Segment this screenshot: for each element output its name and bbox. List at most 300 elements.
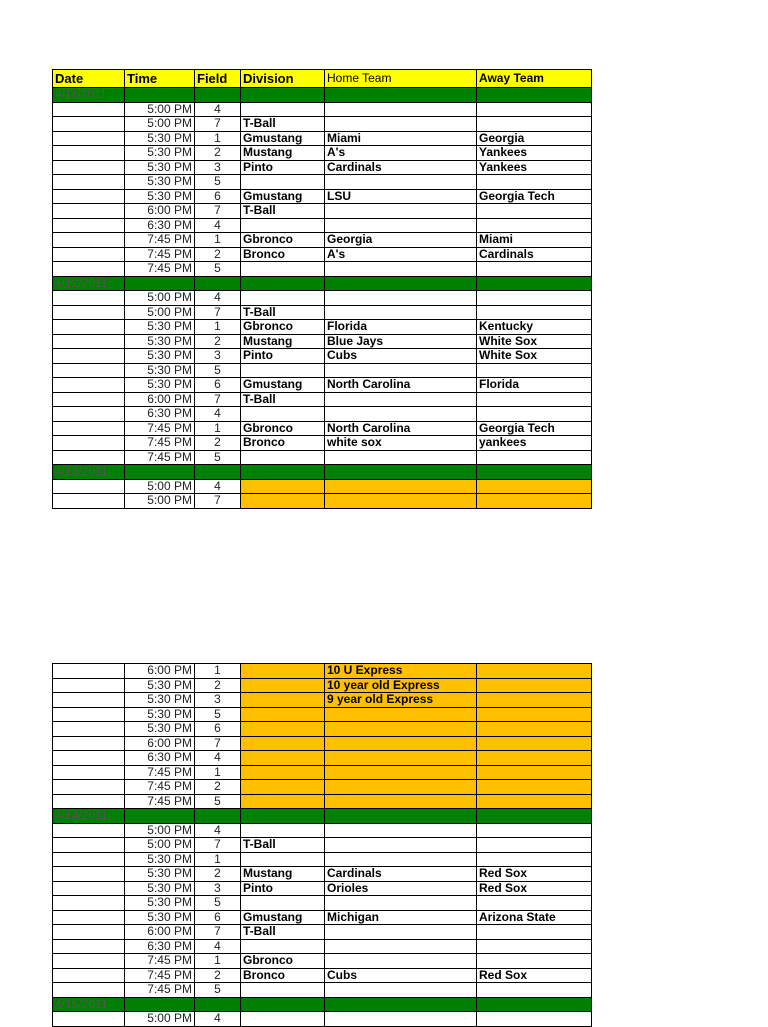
field-cell: 5	[195, 896, 241, 911]
field-cell: 1	[195, 233, 241, 248]
division-cell	[241, 939, 325, 954]
date-cell	[53, 204, 125, 219]
home-team-cell: Cardinals	[325, 160, 477, 175]
division-cell	[241, 678, 325, 693]
empty-cell	[195, 997, 241, 1012]
game-row	[53, 707, 592, 722]
game-row	[53, 436, 592, 451]
date-cell: 4/15/2011	[53, 997, 125, 1012]
game-row	[53, 678, 592, 693]
date-cell: 4/13/2011	[53, 465, 125, 480]
schedule-table-top	[52, 69, 592, 509]
field-cell: 5	[195, 175, 241, 190]
division-cell: Gmustang	[241, 910, 325, 925]
game-row	[53, 736, 592, 751]
home-team-cell: Michigan	[325, 910, 477, 925]
away-team-cell	[477, 204, 592, 219]
header-away-team: Away Team	[477, 70, 592, 88]
home-team-cell: North Carolina	[325, 378, 477, 393]
date-row	[53, 997, 592, 1012]
game-row	[53, 954, 592, 969]
home-team-cell	[325, 794, 477, 809]
away-team-cell	[477, 305, 592, 320]
time-cell: 5:30 PM	[125, 146, 195, 161]
time-cell: 6:30 PM	[125, 218, 195, 233]
game-row	[53, 334, 592, 349]
empty-cell	[125, 997, 195, 1012]
time-cell: 5:30 PM	[125, 363, 195, 378]
field-cell: 4	[195, 291, 241, 306]
time-cell: 7:45 PM	[125, 436, 195, 451]
home-team-cell	[325, 925, 477, 940]
game-row	[53, 247, 592, 262]
date-cell	[53, 896, 125, 911]
away-team-cell	[477, 102, 592, 117]
time-cell: 5:30 PM	[125, 334, 195, 349]
home-team-cell	[325, 102, 477, 117]
header-row	[53, 70, 592, 88]
division-cell: T-Ball	[241, 117, 325, 132]
home-team-cell: Cubs	[325, 968, 477, 983]
game-row	[53, 320, 592, 335]
division-cell	[241, 780, 325, 795]
date-cell	[53, 823, 125, 838]
date-cell	[53, 881, 125, 896]
division-cell: Pinto	[241, 160, 325, 175]
time-cell: 5:00 PM	[125, 117, 195, 132]
field-cell: 7	[195, 204, 241, 219]
date-cell	[53, 450, 125, 465]
time-cell: 5:00 PM	[125, 823, 195, 838]
time-cell: 7:45 PM	[125, 450, 195, 465]
home-team-cell	[325, 780, 477, 795]
home-team-cell	[325, 838, 477, 853]
time-cell: 5:00 PM	[125, 102, 195, 117]
time-cell: 5:00 PM	[125, 305, 195, 320]
division-cell	[241, 765, 325, 780]
time-cell: 5:30 PM	[125, 320, 195, 335]
division-cell	[241, 983, 325, 998]
away-team-cell	[477, 736, 592, 751]
division-cell	[241, 291, 325, 306]
date-cell	[53, 664, 125, 679]
game-row	[53, 983, 592, 998]
away-team-cell	[477, 664, 592, 679]
field-cell: 1	[195, 421, 241, 436]
time-cell: 5:30 PM	[125, 896, 195, 911]
home-team-cell	[325, 751, 477, 766]
empty-cell	[195, 809, 241, 824]
time-cell: 5:30 PM	[125, 349, 195, 364]
empty-cell	[241, 88, 325, 103]
game-row	[53, 291, 592, 306]
date-cell	[53, 421, 125, 436]
home-team-cell: Georgia	[325, 233, 477, 248]
time-cell: 7:45 PM	[125, 262, 195, 277]
time-cell: 6:30 PM	[125, 939, 195, 954]
date-cell	[53, 305, 125, 320]
home-team-cell	[325, 707, 477, 722]
field-cell: 3	[195, 349, 241, 364]
empty-cell	[325, 997, 477, 1012]
time-cell: 5:30 PM	[125, 867, 195, 882]
time-cell: 7:45 PM	[125, 983, 195, 998]
header-division: Division	[241, 70, 325, 88]
field-cell: 7	[195, 925, 241, 940]
division-cell: Gmustang	[241, 378, 325, 393]
away-team-cell	[477, 939, 592, 954]
home-team-cell	[325, 939, 477, 954]
time-cell: 7:45 PM	[125, 247, 195, 262]
away-team-cell: Georgia Tech	[477, 189, 592, 204]
division-cell: Mustang	[241, 334, 325, 349]
away-team-cell	[477, 450, 592, 465]
game-row	[53, 479, 592, 494]
field-cell: 1	[195, 131, 241, 146]
field-cell: 4	[195, 479, 241, 494]
header-date: Date	[53, 70, 125, 88]
division-cell	[241, 707, 325, 722]
game-row	[53, 751, 592, 766]
field-cell: 7	[195, 305, 241, 320]
division-cell: Pinto	[241, 349, 325, 364]
field-cell: 2	[195, 334, 241, 349]
time-cell: 5:00 PM	[125, 479, 195, 494]
field-cell: 6	[195, 910, 241, 925]
empty-cell	[241, 809, 325, 824]
away-team-cell	[477, 780, 592, 795]
division-cell	[241, 450, 325, 465]
home-team-cell	[325, 392, 477, 407]
game-row	[53, 421, 592, 436]
header-field: Field	[195, 70, 241, 88]
home-team-cell	[325, 117, 477, 132]
home-team-cell: Cubs	[325, 349, 477, 364]
division-cell	[241, 218, 325, 233]
division-cell: T-Ball	[241, 305, 325, 320]
time-cell: 5:30 PM	[125, 693, 195, 708]
home-team-cell: Miami	[325, 131, 477, 146]
home-team-cell	[325, 823, 477, 838]
game-row	[53, 407, 592, 422]
away-team-cell	[477, 494, 592, 509]
time-cell: 5:30 PM	[125, 175, 195, 190]
home-team-cell	[325, 722, 477, 737]
division-cell	[241, 494, 325, 509]
away-team-cell: Cardinals	[477, 247, 592, 262]
home-team-cell: 10 U Express	[325, 664, 477, 679]
empty-cell	[477, 88, 592, 103]
division-cell: T-Ball	[241, 925, 325, 940]
field-cell: 5	[195, 363, 241, 378]
home-team-cell: Cardinals	[325, 867, 477, 882]
division-cell: Gbronco	[241, 421, 325, 436]
field-cell: 1	[195, 954, 241, 969]
date-cell	[53, 175, 125, 190]
away-team-cell: Yankees	[477, 160, 592, 175]
field-cell: 4	[195, 823, 241, 838]
home-team-cell	[325, 218, 477, 233]
home-team-cell	[325, 262, 477, 277]
division-cell: Gmustang	[241, 131, 325, 146]
division-cell	[241, 751, 325, 766]
time-cell: 5:30 PM	[125, 881, 195, 896]
date-cell	[53, 794, 125, 809]
field-cell: 2	[195, 968, 241, 983]
game-row	[53, 722, 592, 737]
date-cell	[53, 436, 125, 451]
away-team-cell	[477, 407, 592, 422]
date-cell	[53, 378, 125, 393]
field-cell: 1	[195, 765, 241, 780]
division-cell	[241, 407, 325, 422]
empty-cell	[477, 809, 592, 824]
date-row	[53, 809, 592, 824]
game-row	[53, 160, 592, 175]
away-team-cell	[477, 925, 592, 940]
game-row	[53, 102, 592, 117]
division-cell	[241, 664, 325, 679]
empty-cell	[325, 465, 477, 480]
time-cell: 5:30 PM	[125, 160, 195, 175]
empty-cell	[125, 88, 195, 103]
game-row	[53, 450, 592, 465]
field-cell: 1	[195, 320, 241, 335]
game-row	[53, 664, 592, 679]
empty-cell	[195, 88, 241, 103]
game-row	[53, 233, 592, 248]
field-cell: 3	[195, 693, 241, 708]
home-team-cell	[325, 204, 477, 219]
field-cell: 2	[195, 780, 241, 795]
game-row	[53, 349, 592, 364]
empty-cell	[325, 809, 477, 824]
away-team-cell	[477, 363, 592, 378]
division-cell	[241, 102, 325, 117]
away-team-cell	[477, 794, 592, 809]
field-cell: 5	[195, 794, 241, 809]
date-cell	[53, 722, 125, 737]
date-cell	[53, 131, 125, 146]
away-team-cell: Red Sox	[477, 881, 592, 896]
field-cell: 5	[195, 450, 241, 465]
time-cell: 5:00 PM	[125, 494, 195, 509]
away-team-cell	[477, 291, 592, 306]
division-cell	[241, 175, 325, 190]
away-team-cell	[477, 765, 592, 780]
away-team-cell	[477, 751, 592, 766]
game-row	[53, 175, 592, 190]
away-team-cell: Georgia	[477, 131, 592, 146]
game-row	[53, 794, 592, 809]
date-cell	[53, 780, 125, 795]
home-team-cell	[325, 175, 477, 190]
date-cell	[53, 925, 125, 940]
game-row	[53, 881, 592, 896]
game-row	[53, 823, 592, 838]
home-team-cell	[325, 954, 477, 969]
game-row	[53, 867, 592, 882]
field-cell: 7	[195, 736, 241, 751]
game-row	[53, 693, 592, 708]
field-cell: 7	[195, 838, 241, 853]
division-cell: Gbronco	[241, 320, 325, 335]
game-row	[53, 305, 592, 320]
home-team-cell	[325, 479, 477, 494]
empty-cell	[241, 997, 325, 1012]
home-team-cell	[325, 765, 477, 780]
field-cell: 2	[195, 146, 241, 161]
date-cell	[53, 954, 125, 969]
home-team-cell	[325, 291, 477, 306]
field-cell: 1	[195, 852, 241, 867]
time-cell: 6:00 PM	[125, 204, 195, 219]
date-cell	[53, 407, 125, 422]
home-team-cell: A's	[325, 247, 477, 262]
date-cell	[53, 218, 125, 233]
time-cell: 5:00 PM	[125, 1012, 195, 1027]
time-cell: 5:30 PM	[125, 852, 195, 867]
date-cell	[53, 838, 125, 853]
division-cell	[241, 896, 325, 911]
empty-cell	[195, 276, 241, 291]
empty-cell	[241, 465, 325, 480]
time-cell: 5:30 PM	[125, 189, 195, 204]
away-team-cell	[477, 479, 592, 494]
date-cell	[53, 392, 125, 407]
away-team-cell	[477, 175, 592, 190]
empty-cell	[125, 276, 195, 291]
date-cell	[53, 910, 125, 925]
date-cell	[53, 334, 125, 349]
home-team-cell	[325, 983, 477, 998]
field-cell: 2	[195, 678, 241, 693]
home-team-cell: A's	[325, 146, 477, 161]
date-cell	[53, 736, 125, 751]
field-cell: 5	[195, 707, 241, 722]
home-team-cell: 9 year old Express	[325, 693, 477, 708]
division-cell: Mustang	[241, 146, 325, 161]
game-row	[53, 146, 592, 161]
date-cell	[53, 983, 125, 998]
time-cell: 7:45 PM	[125, 765, 195, 780]
empty-cell	[477, 997, 592, 1012]
away-team-cell: Red Sox	[477, 968, 592, 983]
time-cell: 7:45 PM	[125, 233, 195, 248]
date-cell	[53, 320, 125, 335]
field-cell: 7	[195, 392, 241, 407]
date-cell: 4/12/2011	[53, 276, 125, 291]
home-team-cell: white sox	[325, 436, 477, 451]
game-row	[53, 780, 592, 795]
date-cell: 4/14/2011	[53, 809, 125, 824]
away-team-cell	[477, 983, 592, 998]
division-cell: Gbronco	[241, 954, 325, 969]
time-cell: 7:45 PM	[125, 780, 195, 795]
away-team-cell	[477, 707, 592, 722]
home-team-cell: 10 year old Express	[325, 678, 477, 693]
field-cell: 4	[195, 751, 241, 766]
away-team-cell	[477, 722, 592, 737]
empty-cell	[325, 88, 477, 103]
field-cell: 4	[195, 218, 241, 233]
field-cell: 7	[195, 494, 241, 509]
field-cell: 1	[195, 664, 241, 679]
game-row	[53, 968, 592, 983]
home-team-cell	[325, 363, 477, 378]
division-cell	[241, 722, 325, 737]
home-team-cell: North Carolina	[325, 421, 477, 436]
date-cell	[53, 233, 125, 248]
division-cell	[241, 479, 325, 494]
away-team-cell	[477, 678, 592, 693]
date-cell	[53, 479, 125, 494]
away-team-cell: Yankees	[477, 146, 592, 161]
home-team-cell: Florida	[325, 320, 477, 335]
away-team-cell: Red Sox	[477, 867, 592, 882]
game-row	[53, 896, 592, 911]
date-cell	[53, 939, 125, 954]
field-cell: 6	[195, 722, 241, 737]
home-team-cell	[325, 407, 477, 422]
time-cell: 7:45 PM	[125, 968, 195, 983]
game-row	[53, 363, 592, 378]
division-cell	[241, 823, 325, 838]
division-cell	[241, 693, 325, 708]
field-cell: 4	[195, 1012, 241, 1027]
home-team-cell	[325, 450, 477, 465]
date-cell	[53, 102, 125, 117]
time-cell: 6:00 PM	[125, 664, 195, 679]
away-team-cell	[477, 218, 592, 233]
time-cell: 6:00 PM	[125, 392, 195, 407]
away-team-cell: White Sox	[477, 349, 592, 364]
division-cell	[241, 262, 325, 277]
date-cell	[53, 867, 125, 882]
game-row	[53, 262, 592, 277]
time-cell: 7:45 PM	[125, 421, 195, 436]
home-team-cell	[325, 896, 477, 911]
empty-cell	[477, 465, 592, 480]
away-team-cell	[477, 954, 592, 969]
game-row	[53, 117, 592, 132]
game-row	[53, 838, 592, 853]
game-row	[53, 925, 592, 940]
field-cell: 5	[195, 262, 241, 277]
division-cell	[241, 852, 325, 867]
time-cell: 5:30 PM	[125, 678, 195, 693]
away-team-cell: Miami	[477, 233, 592, 248]
field-cell: 4	[195, 407, 241, 422]
game-row	[53, 392, 592, 407]
away-team-cell: Kentucky	[477, 320, 592, 335]
date-row	[53, 465, 592, 480]
date-cell	[53, 363, 125, 378]
date-cell	[53, 765, 125, 780]
date-row	[53, 276, 592, 291]
game-row	[53, 204, 592, 219]
home-team-cell	[325, 852, 477, 867]
time-cell: 6:00 PM	[125, 925, 195, 940]
field-cell: 3	[195, 881, 241, 896]
home-team-cell	[325, 305, 477, 320]
game-row	[53, 131, 592, 146]
date-cell	[53, 678, 125, 693]
home-team-cell	[325, 494, 477, 509]
game-row	[53, 910, 592, 925]
away-team-cell	[477, 117, 592, 132]
time-cell: 5:30 PM	[125, 910, 195, 925]
